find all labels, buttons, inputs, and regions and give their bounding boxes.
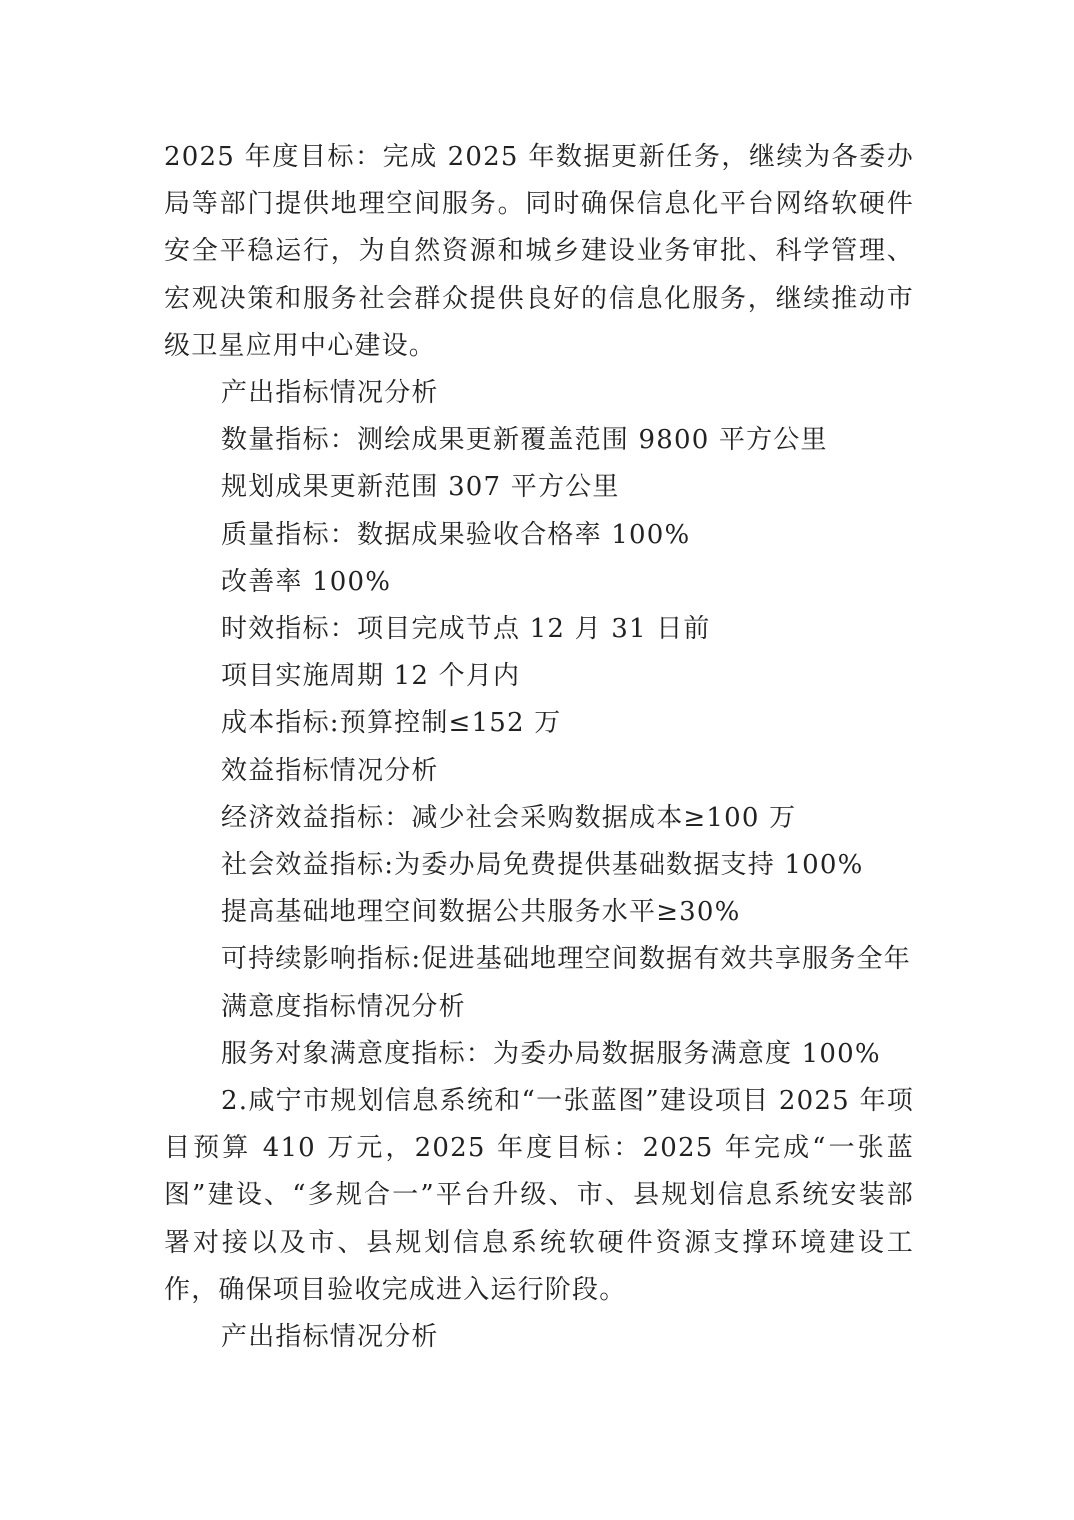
public-service-indicator: 提高基础地理空间数据公共服务水平≥30%	[221, 897, 741, 928]
quantity-indicator-planning: 规划成果更新范围 307 平方公里	[221, 472, 620, 503]
cost-indicator: 成本指标:预算控制≤152 万	[221, 708, 562, 739]
document-body	[164, 134, 914, 1361]
sustainability-indicator: 可持续影响指标:促进基础地理空间数据有效共享服务全年	[221, 944, 911, 975]
timeliness-indicator-deadline: 时效指标：项目完成节点 12 月 31 日前	[221, 614, 711, 645]
satisfaction-indicator-heading: 满意度指标情况分析	[221, 991, 466, 1022]
quality-indicator-improvement: 改善率 100%	[221, 566, 392, 597]
quality-indicator-acceptance: 质量指标：数据成果验收合格率 100%	[221, 519, 691, 550]
benefit-indicator-heading: 效益指标情况分析	[221, 755, 439, 786]
timeliness-indicator-period: 项目实施周期 12 个月内	[221, 661, 521, 692]
economic-benefit-indicator: 经济效益指标：减少社会采购数据成本≥100 万	[221, 802, 797, 833]
service-satisfaction-indicator: 服务对象满意度指标：为委办局数据服务满意度 100%	[221, 1038, 881, 1069]
final-output-indicator-heading: 产出指标情况分析	[221, 1322, 439, 1353]
output-indicator-heading: 产出指标情况分析	[221, 378, 439, 409]
project2-paragraph: 2.咸宁市规划信息系统和“一张蓝图”建设项目 2025 年项目预算 410 万元，2025 年度目标：2025 年完成“一张蓝图”建设、“多规合一”平台升级、市、县规划信息系统安装部署对接以及市、县规划信息系统软硬件资源支撑环境建设工作，确保项目验收完成进入运行阶段。	[164, 1086, 914, 1305]
quantity-indicator-survey: 数量指标：测绘成果更新覆盖范围 9800 平方公里	[221, 425, 828, 456]
intro-paragraph: 2025 年度目标：完成 2025 年数据更新任务，继续为各委办局等部门提供地理空间服务。同时确保信息化平台网络软硬件安全平稳运行，为自然资源和城乡建设业务审批、科学管理、宏观决策和服务社会群众提供良好的信息化服务，继续推动市级卫星应用中心建设。	[164, 142, 914, 361]
social-benefit-indicator: 社会效益指标:为委办局免费提供基础数据支持 100%	[221, 850, 864, 881]
